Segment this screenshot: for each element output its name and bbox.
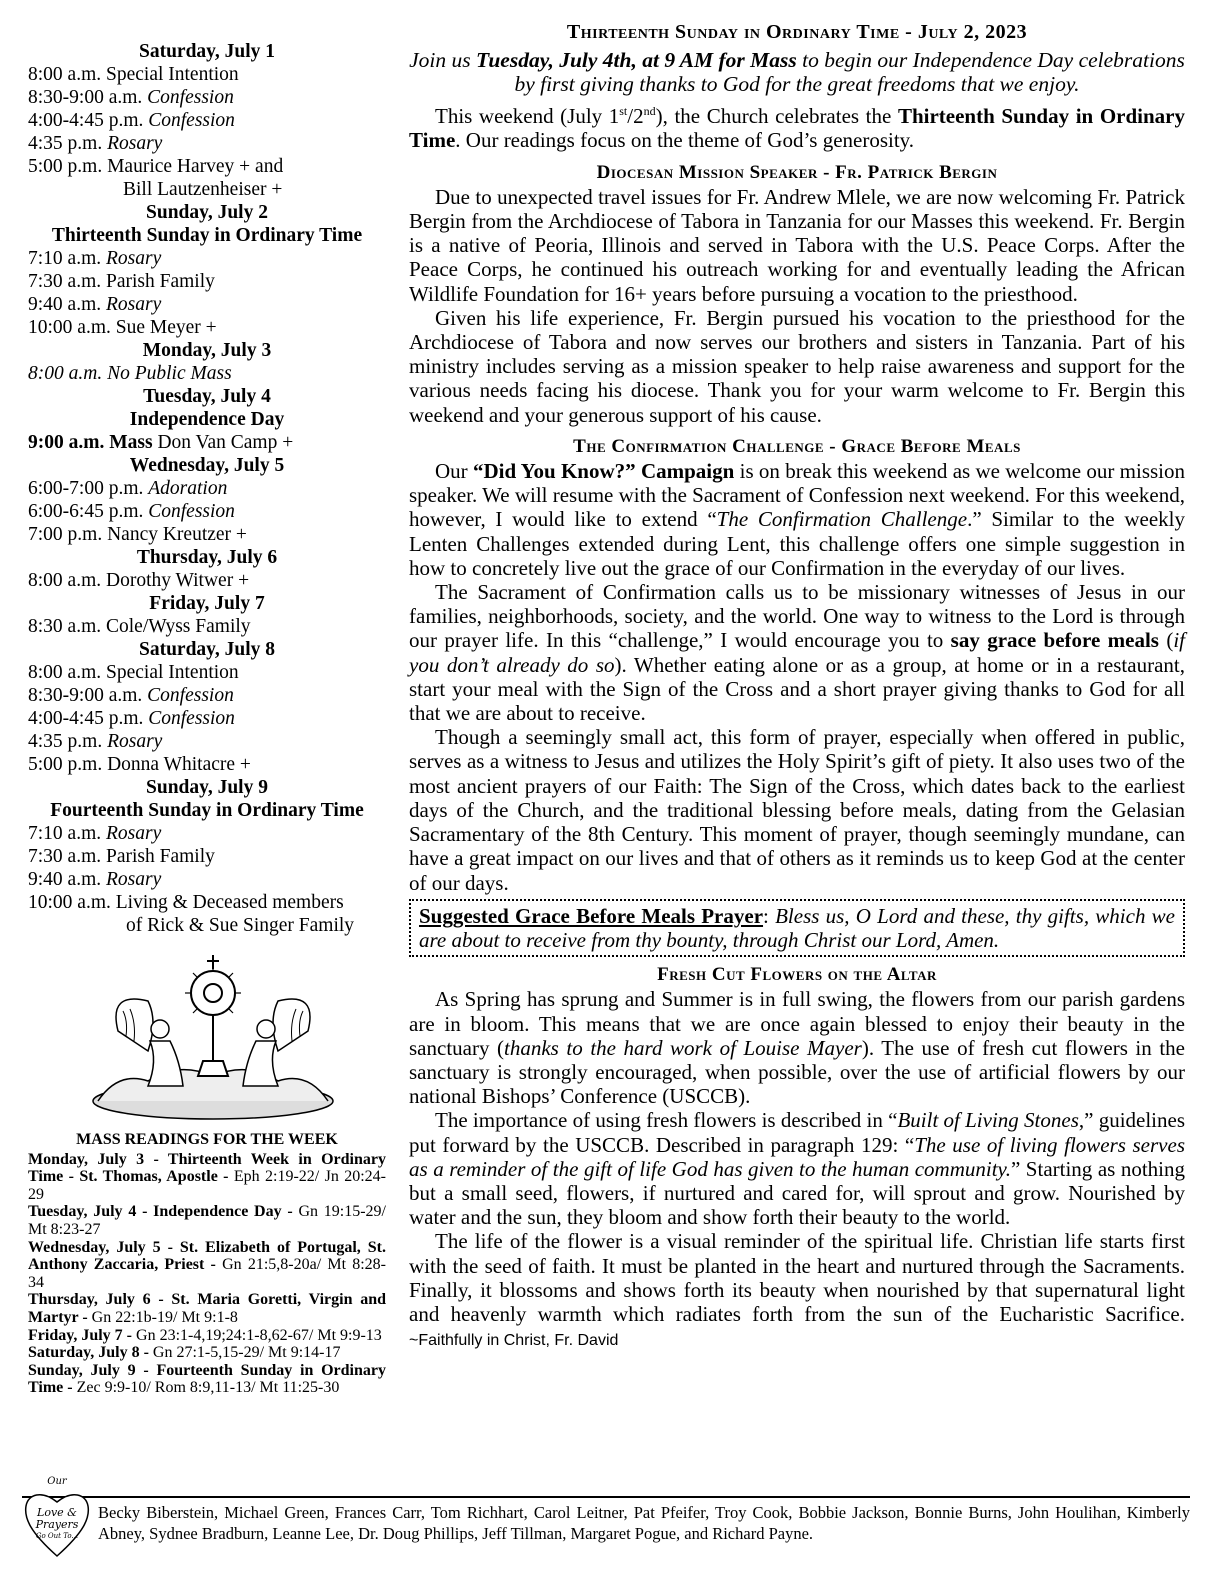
day-heading: Sunday, July 2: [146, 202, 268, 223]
schedule-line: 8:00 a.m. No Public Mass: [28, 363, 232, 384]
svg-text:Prayers: Prayers: [35, 1518, 79, 1531]
schedule-line: 8:00 a.m. Dorothy Witwer +: [28, 570, 250, 591]
prayer-list: [22, 1476, 1190, 1560]
schedule-line: 7:10 a.m. Rosary: [28, 248, 162, 269]
signoff: ~Faithfully in Christ, Fr. David: [409, 1332, 619, 1350]
independence-day-invite: Join us Tuesday, July 4th, at 9 AM for Mass to begin our Independence Day celebrations by first giving thanks to God for the great freedoms that we enjoy.: [409, 48, 1185, 97]
schedule-line: 4:00-4:45 p.m. Confession: [28, 708, 235, 729]
day-heading: Saturday, July 8: [139, 639, 275, 660]
pastor-article: [409, 20, 1185, 1353]
love-prayers-heart-logo: [22, 1470, 92, 1560]
reading-item: Friday, July 7 - Gn 23:1-4,19;24:1-8,62-67/ Mt 9:9-13: [28, 1326, 382, 1344]
reading-item: Wednesday, July 5 - St. Elizabeth of Portugal, St. Anthony Zaccaria, Priest - Gn 21:5,8-20a/ Mt 8:28-34: [28, 1238, 386, 1291]
paragraph: The importance of using fresh flowers is described in “Built of Living Stones,” guidelines put forward by the USCCB. Described in paragraph 129: “The use of living flowers serves as a reminder of the gift of life God has given to the human community.” Starting as nothing but a small seed, flowers, if nurtured and cared for, will sprout and grow. Nourished by water and the sun, they bloom and show forth their beauty to the world.: [409, 1108, 1186, 1230]
schedule-line: 7:30 a.m. Parish Family: [28, 271, 215, 292]
mass-readings: [28, 1131, 386, 1397]
schedule-line: 8:30 a.m. Cole/Wyss Family: [28, 616, 251, 637]
schedule-line: 5:00 p.m. Donna Whitacre +: [28, 754, 251, 775]
paragraph: Our “Did You Know?” Campaign is on break this weekend as we welcome our mission speaker. We will resume with the Sacrament of Confession next weekend. For this weekend, however, I would like to extend “The Confirmation Challenge.” Similar to the weekly Lenten Challenges extended during Lent, this challenge offers one simple suggestion in how to concretely live out the grace of our Confirmation in the everyday of our lives.: [409, 459, 1185, 580]
schedule-line: 8:30-9:00 a.m. Confession: [28, 685, 234, 706]
reading-item: Saturday, July 8 - Gn 27:1-5,15-29/ Mt 9:14-17: [28, 1344, 341, 1362]
paragraph: The life of the flower is a visual reminder of the spiritual life. Christian life starts first with the seed of faith. It must be planted in the heart and nurtured through the Sacraments. Finally, it blossoms and shows forth its beauty when nourished by that supernatural light and heavenly warmth which radiates forth from the sun of the Eucharistic Sacrifice. ~Faithfully in Christ, Fr. David: [409, 1229, 1185, 1350]
schedule-line: 8:00 a.m. Special Intention: [28, 64, 239, 85]
angel-left-icon: [116, 999, 183, 1086]
schedule-line: 9:40 a.m. Rosary: [28, 294, 162, 315]
reading-item: Monday, July 3 - Thirteenth Week in Ordinary Time - St. Thomas, Apostle - Eph 2:19-22/ Jn 20:24-29: [28, 1150, 386, 1203]
paragraph: The Sacrament of Confirmation calls us to be missionary witnesses of Jesus in our families, neighborhoods, society, and the world. One way to witness to the Lord is through our prayer life. In this “challenge,” I would encourage you to say grace before meals (if you don’t already do so). Whether eating alone or as a group, at home or in a restaurant, start your meal with the Sign of the Cross and a short prayer giving thanks to God for all that we are about to receive.: [409, 580, 1185, 726]
angel-right-icon: [243, 999, 310, 1086]
day-heading: Wednesday, July 5: [129, 455, 285, 476]
schedule-line: 7:30 a.m. Parish Family: [28, 846, 215, 867]
svg-text:Go Out To...: Go Out To...: [35, 1532, 79, 1540]
schedule-line: 4:35 p.m. Rosary: [28, 731, 163, 752]
section-heading: Fresh Cut Flowers on the Altar: [657, 964, 937, 986]
svg-text:Our: Our: [47, 1476, 67, 1487]
day-heading: Tuesday, July 4: [143, 386, 271, 407]
reading-item: Sunday, July 9 - Fourteenth Sunday in Ordinary Time - Zec 9:9-10/ Rom 8:9,11-13/ Mt 11:25-30: [28, 1361, 386, 1397]
day-title: Thirteenth Sunday in Ordinary Time: [51, 225, 363, 246]
schedule-line: 8:00 a.m. Special Intention: [28, 662, 239, 683]
schedule-line: 4:00-4:45 p.m. Confession: [28, 110, 235, 131]
monstrance-angels-illustration: [88, 951, 338, 1121]
paragraph: Given his life experience, Fr. Bergin pursued his vocation to the priesthood for the Archdiocese of Tabora and now serves our brothers and sisters in Tanzania. Part of his ministry includes serving as a mission speaker to help raise awareness and support for the various needs facing his diocese. Thank you for your warm welcome to Fr. Bergin this weekend and your generous support of his cause.: [409, 305, 1185, 427]
schedule-line: 10:00 a.m. Sue Meyer +: [28, 317, 217, 338]
section-heading: Diocesan Mission Speaker - Fr. Patrick Bergin: [596, 161, 998, 183]
schedule-line: 10:00 a.m. Living & Deceased members: [28, 892, 344, 913]
paragraph: Due to unexpected travel issues for Fr. Andrew Mlele, we are now welcoming Fr. Patrick Bergin from the Archdiocese of Tabora in Tanzania for our Masses this weekend. Fr. Bergin is a native of Peoria, Illinois and served in Tabora with the U.S. Peace Corps. After the Peace Corps, he continued his outreach working for and eventually leading the African Wildlife Foundation for 16+ years before pursuing a vocation to the priesthood.: [409, 184, 1185, 306]
day-title: Independence Day: [129, 409, 285, 430]
paragraph: As Spring has sprung and Summer is in full swing, the flowers from our parish gardens are in bloom. This means that we are once again blessed to enjoy their beauty in the sanctuary (thanks to the hard work of Louise Mayer). The use of fresh cut flowers in the sanctuary is strongly encouraged, when possible, over the use of artificial flowers by our national Bishops’ Conference (USCCB).: [409, 987, 1185, 1109]
mass-schedule: [28, 40, 386, 1397]
schedule-line: 5:00 p.m. Maurice Harvey + and: [28, 156, 284, 177]
monstrance-icon: [185, 955, 241, 1076]
schedule-line: of Rick & Sue Singer Family: [126, 915, 355, 936]
section-heading: The Confirmation Challenge - Grace Before Meals: [573, 435, 1021, 457]
prayer-names: Becky Biberstein, Michael Green, Frances Carr, Tom Richhart, Carol Leitner, Pat Pfeifer, Troy Cook, Bobbie Jackson, Bonnie Burns, John Houlihan, Kimberly Abney, Sydnee Bradburn, Leanne Lee, Dr. Doug Phillips, Jeff Tillman, Margaret Pogue, and Richard Payne.: [98, 1503, 1190, 1543]
schedule-line: 6:00-7:00 p.m. Adoration: [28, 478, 228, 499]
schedule-line: 9:40 a.m. Rosary: [28, 869, 162, 890]
day-title: Fourteenth Sunday in Ordinary Time: [50, 800, 364, 821]
schedule-line: 7:00 p.m. Nancy Kreutzer +: [28, 524, 247, 545]
reading-item: Thursday, July 6 - St. Maria Goretti, Virgin and Martyr - Gn 22:1b-19/ Mt 9:1-8: [28, 1291, 386, 1326]
paragraph: Though a seemingly small act, this form of prayer, especially when offered in public, serves as a witness to Jesus and utilizes the Holy Spirit’s gift of piety. It also uses two of the most ancient prayers of our Faith: The Sign of the Cross, which dates back to the earliest days of the Church, and the traditional blessing before meals, dating from the Gelasian Sacramentary of the 8th Century. This moment of prayer, though seemingly mundane, can have a great impact on our lives and that of others as it reminds us to keep God at the center of our days.: [409, 725, 1185, 895]
schedule-line: 4:35 p.m. Rosary: [28, 133, 163, 154]
day-heading: Sunday, July 9: [146, 777, 268, 798]
reading-item: Tuesday, July 4 - Independence Day - Gn 19:15-29/ Mt 8:23-27: [28, 1203, 387, 1238]
schedule-line: 7:10 a.m. Rosary: [28, 823, 162, 844]
grace-prayer-box: Suggested Grace Before Meals Prayer: Bless us, O Lord and these, thy gifts, which we are about to receive from thy bounty, through Christ our Lord, Amen.: [409, 899, 1185, 957]
schedule-line: 9:00 a.m. Mass Don Van Camp +: [28, 432, 294, 453]
schedule-line: 8:30-9:00 a.m. Confession: [28, 87, 234, 108]
day-heading: Saturday, July 1: [139, 41, 275, 62]
schedule-line: 6:00-6:45 p.m. Confession: [28, 501, 235, 522]
day-heading: Friday, July 7: [149, 593, 265, 614]
intro-paragraph: This weekend (July 1st/2nd), the Church celebrates the Thirteenth Sunday in Ordinary Time. Our readings focus on the theme of God’s generosity.: [409, 104, 1185, 153]
schedule-line: Bill Lautzenheiser +: [123, 179, 283, 200]
readings-heading: MASS READINGS FOR THE WEEK: [76, 1131, 338, 1148]
svg-text:Love &: Love &: [37, 1506, 77, 1519]
day-heading: Thursday, July 6: [136, 547, 278, 568]
day-heading: Monday, July 3: [142, 340, 272, 361]
article-title: Thirteenth Sunday in Ordinary Time - July 2, 2023: [566, 21, 1028, 43]
